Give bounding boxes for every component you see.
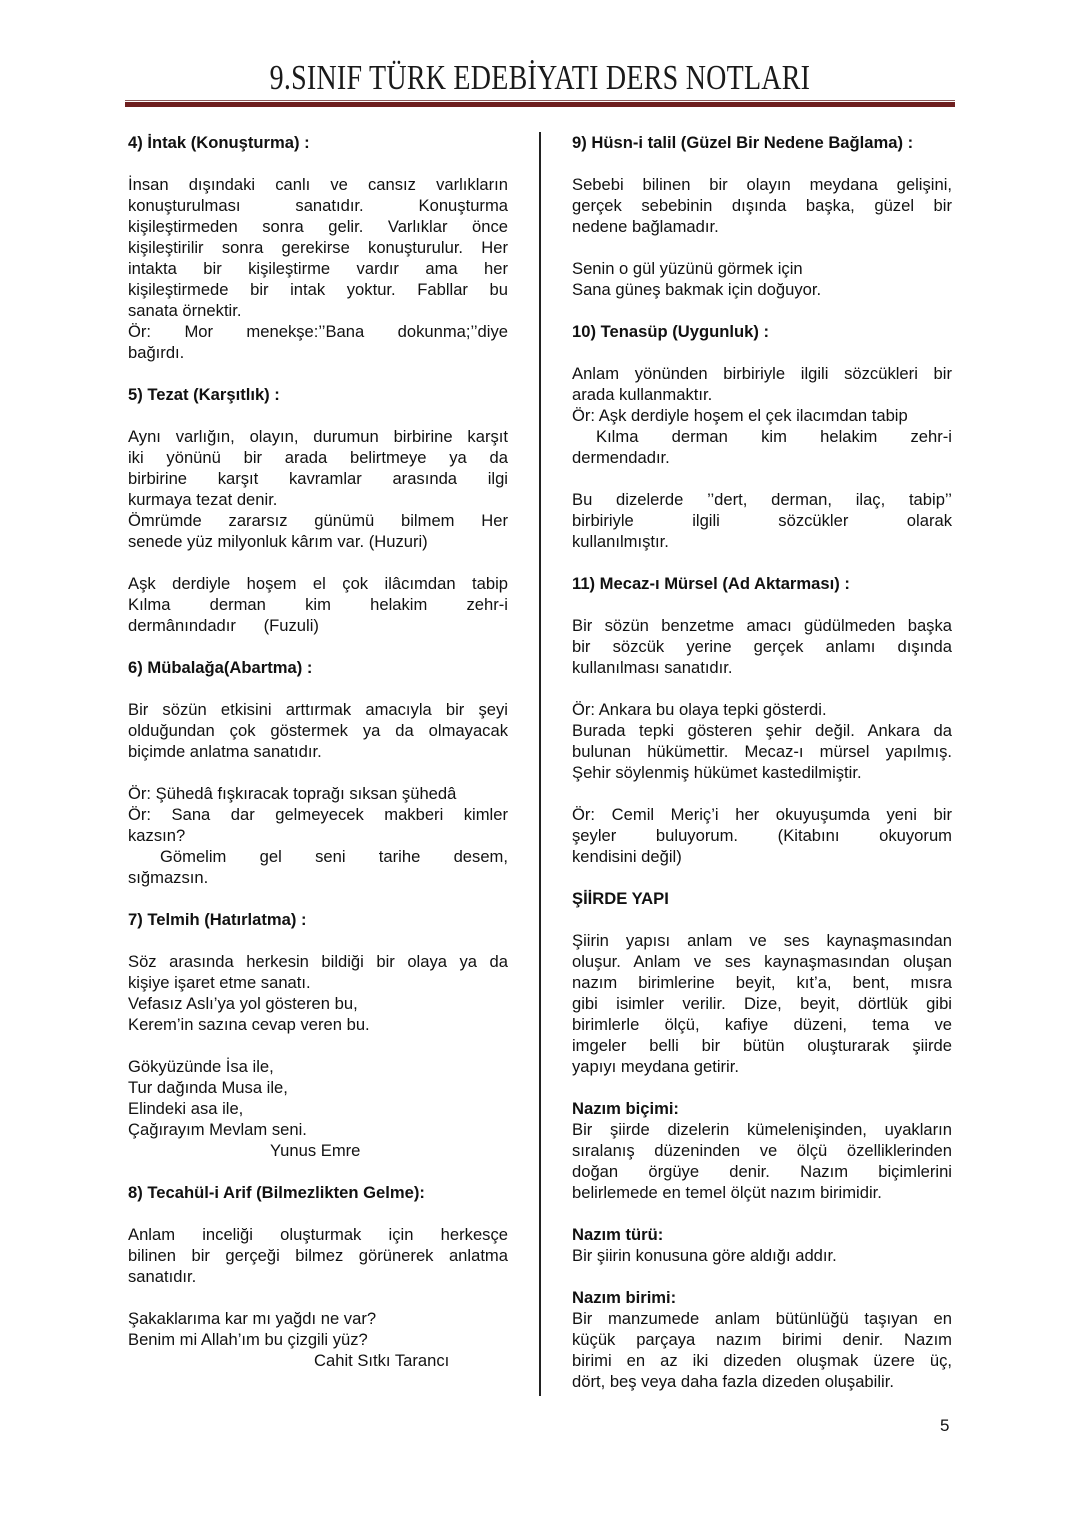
- text-line: Aşk derdiyle hoşem el çok ilâcımdan tabip: [128, 574, 508, 593]
- text-line: Anlam yönünden birbiriyle ilgili sözcükleri bir: [572, 364, 952, 383]
- text-line: sanata örnektir.: [128, 301, 242, 320]
- text-line: Şakaklarıma kar mı yağdı ne var?: [128, 1309, 377, 1328]
- blank-line: [572, 468, 952, 489]
- left-column: [128, 132, 508, 1371]
- page-title: 9.SINIF TÜRK EDEBİYATI DERS NOTLARI: [269, 58, 811, 97]
- text-line: küçük parçaya nazım birimi denir. Nazım: [572, 1330, 952, 1349]
- text-line: Burada tepki gösteren şehir değil. Ankara da: [572, 721, 952, 740]
- text-line: şeyler buluyorum. (Kitabını okuyorum: [572, 826, 952, 845]
- right-column: [572, 132, 952, 1392]
- text-line: Şiirin yapısı anlam ve ses kaynaşmasından: [572, 931, 952, 950]
- text-line: Ör: Şühedâ fışkıracak toprağı sıksan şühedâ: [128, 784, 457, 803]
- blank-line: [128, 153, 508, 174]
- text-line: Sebebi bilinen bir olayın meydana gelişini,: [572, 175, 952, 194]
- text-line: olduğundan çok göstermek ya da olmayacak: [128, 721, 508, 740]
- blank-line: [572, 783, 952, 804]
- blank-line: [572, 153, 952, 174]
- blank-line: [128, 363, 508, 384]
- text-line: kişileştirilir sonra gerekirse konuşturulur. Her: [128, 238, 508, 257]
- text-line: iki yönünü bir arada belirtmeye ya da: [128, 448, 508, 467]
- text-line: Çağırayım Mevlam seni.: [128, 1120, 307, 1139]
- text-line: nazım birimlerine beyit, kıt’a, bent, mısra: [572, 973, 952, 992]
- text-line: Bir sözün benzetme amacı güdülmeden başka: [572, 616, 952, 635]
- text-line: yapıyı meydana getirir.: [572, 1057, 739, 1076]
- text-line: Bu dizelerde ’’dert, derman, ilaç, tabip’’: [572, 490, 952, 509]
- header: [0, 58, 1080, 98]
- blank-line: [128, 888, 508, 909]
- blank-line: [128, 1161, 508, 1182]
- text-line: nedene bağlamadır.: [572, 217, 719, 236]
- page-number: 5: [940, 1416, 950, 1435]
- text-line: belirlemede en temel ölçüt nazım birimidir.: [572, 1183, 882, 1202]
- text-line: birbirine karşıt kavramlar arasında ilgi: [128, 469, 508, 488]
- blank-line: [128, 678, 508, 699]
- text-line: birimlerle ölçü, kafiye düzeni, tema ve: [572, 1015, 952, 1034]
- text-line: Ör: Cemil Meriç’i her okuyuşumda yeni bir: [572, 805, 952, 824]
- blank-line: [128, 405, 508, 426]
- text-line: senede yüz milyonluk kârım var. (Huzuri): [128, 532, 428, 551]
- text-line: Ör: Aşk derdiyle hoşem el çek ilacımdan tabip: [572, 406, 908, 425]
- header-rule-thin: [125, 100, 955, 101]
- text-line: Söz arasında herkesin bildiği bir olaya ya da: [128, 952, 508, 971]
- text-line: kişiye işaret etme sanatı.: [128, 973, 311, 992]
- text-line: sıralanış düzeninden ve ölçü özelliklerinden: [572, 1141, 952, 1160]
- text-line: oluşur. Anlam ve ses kaynaşmasından oluşan: [572, 952, 952, 971]
- text-line: Kılma derman kim helakim zehr-i: [128, 595, 508, 614]
- blank-line: [128, 552, 508, 573]
- blank-line: [128, 1035, 508, 1056]
- text-line: dermendadır.: [572, 448, 670, 467]
- text-line: Bir şiirde dizelerin kümelenişinden, uyakların: [572, 1120, 952, 1139]
- text-line: bir sözcük yerine gerçek anlamı dışında: [572, 637, 952, 656]
- text-line: Bir şiirin konusuna göre aldığı addır.: [572, 1246, 837, 1265]
- text-line: konuşturulması sanatıdır. Konuşturma: [128, 196, 508, 215]
- text-line: Elindeki asa ile,: [128, 1099, 244, 1118]
- blank-line: [572, 594, 952, 615]
- blank-line: [128, 1203, 508, 1224]
- blank-line: [572, 678, 952, 699]
- text-line: Benim mi Allah’ım bu çizgili yüz?: [128, 1330, 368, 1349]
- text-line: Ömrümde zararsız günümü bilmem Her: [128, 511, 508, 530]
- text-line: Kılma derman kim helakim zehr-i: [596, 427, 952, 446]
- header-rule: [125, 102, 955, 107]
- text-line: birbiriyle ilgili sözcükler olarak: [572, 511, 952, 530]
- blank-line: [128, 636, 508, 657]
- text-line: Tur dağında Musa ile,: [128, 1078, 288, 1097]
- section-heading: 11) Mecaz-ı Mürsel (Ad Aktarması) :: [572, 574, 850, 593]
- text-line: Kerem’in sazına cevap veren bu.: [128, 1015, 370, 1034]
- text-line: intakta bir kişileştirme vardır ama her: [128, 259, 508, 278]
- blank-line: [128, 762, 508, 783]
- text-line: Şehir söylenmiş hükümet kastedilmiştir.: [572, 763, 862, 782]
- section-heading: ŞİİRDE YAPI: [572, 889, 669, 908]
- text-line: Aynı varlığın, olayın, durumun birbirine karşıt: [128, 427, 508, 446]
- text-line: İnsan dışındaki canlı ve cansız varlıkların: [128, 175, 508, 194]
- text-line: dermânındadır (Fuzuli): [128, 616, 319, 635]
- text-line: Anlam inceliği oluşturmak için herkesçe: [128, 1225, 508, 1244]
- text-line: kurmaya tezat denir.: [128, 490, 278, 509]
- text-line: Ör: Ankara bu olaya tepki gösterdi.: [572, 700, 827, 719]
- text-line: Gömelim gel seni tarihe desem,: [160, 847, 508, 866]
- text-line: dört, beş veya daha fazla dizeden oluşabilir.: [572, 1372, 894, 1391]
- text-line: birimi en az iki dizeden oluşmak üzere üç,: [572, 1351, 952, 1370]
- text-line: gerçek sebebinin dışında başka, güzel bir: [572, 196, 952, 215]
- text-line: Bir manzumede anlam bütünlüğü taşıyan en: [572, 1309, 952, 1328]
- blank-line: [572, 237, 952, 258]
- text-line: Ör: Sana dar gelmeyecek makberi kimler: [128, 805, 508, 824]
- column-divider: [539, 132, 541, 1396]
- blank-line: [572, 1077, 952, 1098]
- blank-line: [128, 930, 508, 951]
- text-line: Ör: Mor menekşe:’’Bana dokunma;’’diye: [128, 322, 508, 341]
- author-attribution: Yunus Emre: [270, 1141, 361, 1160]
- text-line: arada kullanmaktır.: [572, 385, 713, 404]
- text-line: sanatıdır.: [128, 1267, 197, 1286]
- blank-line: [572, 552, 952, 573]
- text-line: Gökyüzünde İsa ile,: [128, 1057, 274, 1076]
- text-line: kullanılması sanatıdır.: [572, 658, 733, 677]
- text-line: doğan örgüye denir. Nazım biçimlerini: [572, 1162, 952, 1181]
- text-line: gibi isimler verilir. Dize, beyit, dörtlük gibi: [572, 994, 952, 1013]
- text-line: kişileştirmede bir intak yoktur. Fabllar bu: [128, 280, 508, 299]
- text-line: sığmazsın.: [128, 868, 209, 887]
- text-line: bulunan hükümettir. Mecaz-ı mürsel yapılmış.: [572, 742, 952, 761]
- section-heading: Nazım biçimi:: [572, 1099, 679, 1118]
- section-heading: 10) Tenasüp (Uygunluk) :: [572, 322, 769, 341]
- text-line: Bir sözün etkisini arttırmak amacıyla bir şeyi: [128, 700, 508, 719]
- text-line: Senin o gül yüzünü görmek için: [572, 259, 803, 278]
- blank-line: [572, 342, 952, 363]
- text-line: bilinen bir gerçeği bilmez görünerek anlatma: [128, 1246, 508, 1265]
- section-heading: 9) Hüsn-i talil (Güzel Bir Nedene Bağlama) :: [572, 133, 914, 152]
- text-line: kendisini değil): [572, 847, 682, 866]
- blank-line: [572, 300, 952, 321]
- text-line: Sana güneş bakmak için doğuyor.: [572, 280, 822, 299]
- author-attribution: Cahit Sıtkı Tarancı: [314, 1351, 450, 1370]
- text-line: biçimde anlatma sanatıdır.: [128, 742, 322, 761]
- section-heading: Nazım birimi:: [572, 1288, 677, 1307]
- text-line: kişileştirmeden sonra gelir. Varlıklar önce: [128, 217, 508, 236]
- blank-line: [572, 909, 952, 930]
- blank-line: [572, 867, 952, 888]
- text-line: kullanılmıştır.: [572, 532, 669, 551]
- text-line: kazsın?: [128, 826, 186, 845]
- section-heading: 5) Tezat (Karşıtlık) :: [128, 385, 280, 404]
- text-line: bağırdı.: [128, 343, 185, 362]
- blank-line: [128, 1287, 508, 1308]
- blank-line: [572, 1266, 952, 1287]
- section-heading: 6) Mübalağa(Abartma) :: [128, 658, 313, 677]
- blank-line: [572, 1203, 952, 1224]
- section-heading: 7) Telmih (Hatırlatma) :: [128, 910, 307, 929]
- section-heading: 8) Tecahül-i Arif (Bilmezlikten Gelme):: [128, 1183, 425, 1202]
- section-heading: 4) İntak (Konuşturma) :: [128, 133, 310, 152]
- text-line: imgeler belli bir bütün oluşturarak şiirde: [572, 1036, 952, 1055]
- text-line: Vefasız Aslı’ya yol gösteren bu,: [128, 994, 358, 1013]
- section-heading: Nazım türü:: [572, 1225, 664, 1244]
